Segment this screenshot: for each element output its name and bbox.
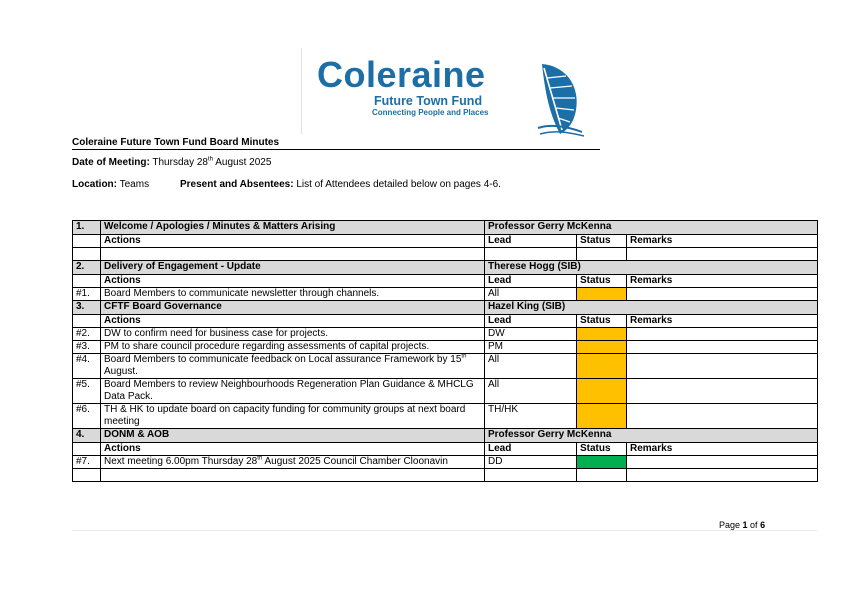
present-value: List of Attendees detailed below on pages 4-6. [296, 179, 501, 190]
section-owner: Hazel King (SIB) [485, 301, 818, 315]
remarks-cell [627, 288, 818, 301]
section-row [73, 261, 818, 275]
section-title: Welcome / Apologies / Minutes & Matters Arising [101, 221, 485, 235]
status-cell [577, 341, 627, 354]
action-text: PM to share council procedure regarding assessments of capital projects. [101, 341, 485, 354]
action-text: TH & HK to update board on capacity funding for community groups at next board meeting [101, 404, 485, 429]
col-status: Status [577, 315, 627, 328]
location-value: Teams [119, 179, 150, 190]
section-owner: Professor Gerry McKenna [485, 221, 818, 235]
action-id: #3. [73, 341, 101, 354]
coleraine-logo [302, 48, 592, 138]
action-row [73, 341, 818, 354]
section-title: CFTF Board Governance [101, 301, 485, 315]
action-row [73, 288, 818, 301]
action-id: #4. [73, 354, 101, 379]
action-row [73, 456, 818, 469]
remarks-cell [627, 456, 818, 469]
remarks-cell [627, 341, 818, 354]
action-row [73, 354, 818, 379]
action-text: Board Members to communicate newsletter through channels. [101, 288, 485, 301]
remarks-cell [627, 354, 818, 379]
status-cell [577, 328, 627, 341]
location-label: Location: [72, 179, 117, 190]
section-number: 1. [73, 221, 101, 235]
col-remarks: Remarks [627, 275, 818, 288]
logo-title: Coleraine [317, 54, 486, 95]
section-owner: Professor Gerry McKenna [485, 429, 818, 443]
action-id: #2. [73, 328, 101, 341]
logo-subtitle: Future Town Fund [374, 94, 483, 108]
page-number: Page 1 of 6 [719, 520, 766, 530]
action-lead: DW [485, 328, 577, 341]
status-cell [577, 354, 627, 379]
column-header-row [73, 235, 818, 248]
action-text: Board Members to review Neighbourhoods Regeneration Plan Guidance & MHCLG Data Pack. [101, 379, 485, 404]
status-cell [577, 456, 627, 469]
col-status: Status [577, 275, 627, 288]
action-lead: All [485, 354, 577, 379]
remarks-cell [627, 404, 818, 429]
meeting-date [72, 157, 271, 168]
col-remarks: Remarks [627, 315, 818, 328]
action-id: #7. [73, 456, 101, 469]
empty-row [73, 248, 818, 261]
col-actions: Actions [101, 235, 485, 248]
section-title: Delivery of Engagement - Update [101, 261, 485, 275]
action-id: #5. [73, 379, 101, 404]
remarks-cell [627, 379, 818, 404]
section-number: 3. [73, 301, 101, 315]
col-actions: Actions [101, 315, 485, 328]
action-id: #6. [73, 404, 101, 429]
status-cell [577, 288, 627, 301]
column-header-row [73, 315, 818, 328]
col-status: Status [577, 443, 627, 456]
action-lead: TH/HK [485, 404, 577, 429]
action-lead: DD [485, 456, 577, 469]
action-row [73, 379, 818, 404]
section-owner: Therese Hogg (SIB) [485, 261, 818, 275]
section-title: DONM & AOB [101, 429, 485, 443]
action-lead: PM [485, 341, 577, 354]
column-header-row [73, 443, 818, 456]
action-lead: All [485, 379, 577, 404]
section-number: 2. [73, 261, 101, 275]
col-status: Status [577, 235, 627, 248]
status-cell [577, 379, 627, 404]
date-value: Thursday 28th August 2025 [152, 156, 272, 168]
page-title: Coleraine Future Town Fund Board Minutes [72, 137, 600, 150]
column-header-row [73, 275, 818, 288]
logo-tagline: Connecting People and Places [372, 108, 489, 117]
section-row [73, 429, 818, 443]
action-text: Board Members to communicate feedback on Local assurance Framework by 15th August. [101, 354, 485, 379]
action-text: DW to confirm need for business case for projects. [101, 328, 485, 341]
action-row [73, 328, 818, 341]
col-remarks: Remarks [627, 443, 818, 456]
col-actions: Actions [101, 443, 485, 456]
action-id: #1. [73, 288, 101, 301]
col-lead: Lead [485, 443, 577, 456]
col-actions: Actions [101, 275, 485, 288]
col-lead: Lead [485, 315, 577, 328]
meeting-location [72, 179, 149, 190]
present-label: Present and Absentees: [180, 179, 294, 190]
col-remarks: Remarks [627, 235, 818, 248]
remarks-cell [627, 328, 818, 341]
footer-divider [72, 530, 817, 531]
action-row [73, 404, 818, 429]
action-lead: All [485, 288, 577, 301]
date-label: Date of Meeting: [72, 157, 150, 168]
action-text: Next meeting 6.00pm Thursday 28th August 2025 Council Chamber Cloonavin [101, 456, 485, 469]
empty-row [73, 469, 818, 482]
leaf-icon [532, 58, 584, 138]
section-row [73, 221, 818, 235]
col-lead: Lead [485, 275, 577, 288]
section-row [73, 301, 818, 315]
present-absentees [180, 179, 501, 190]
section-number: 4. [73, 429, 101, 443]
status-cell [577, 404, 627, 429]
col-lead: Lead [485, 235, 577, 248]
actions-table [72, 220, 818, 482]
